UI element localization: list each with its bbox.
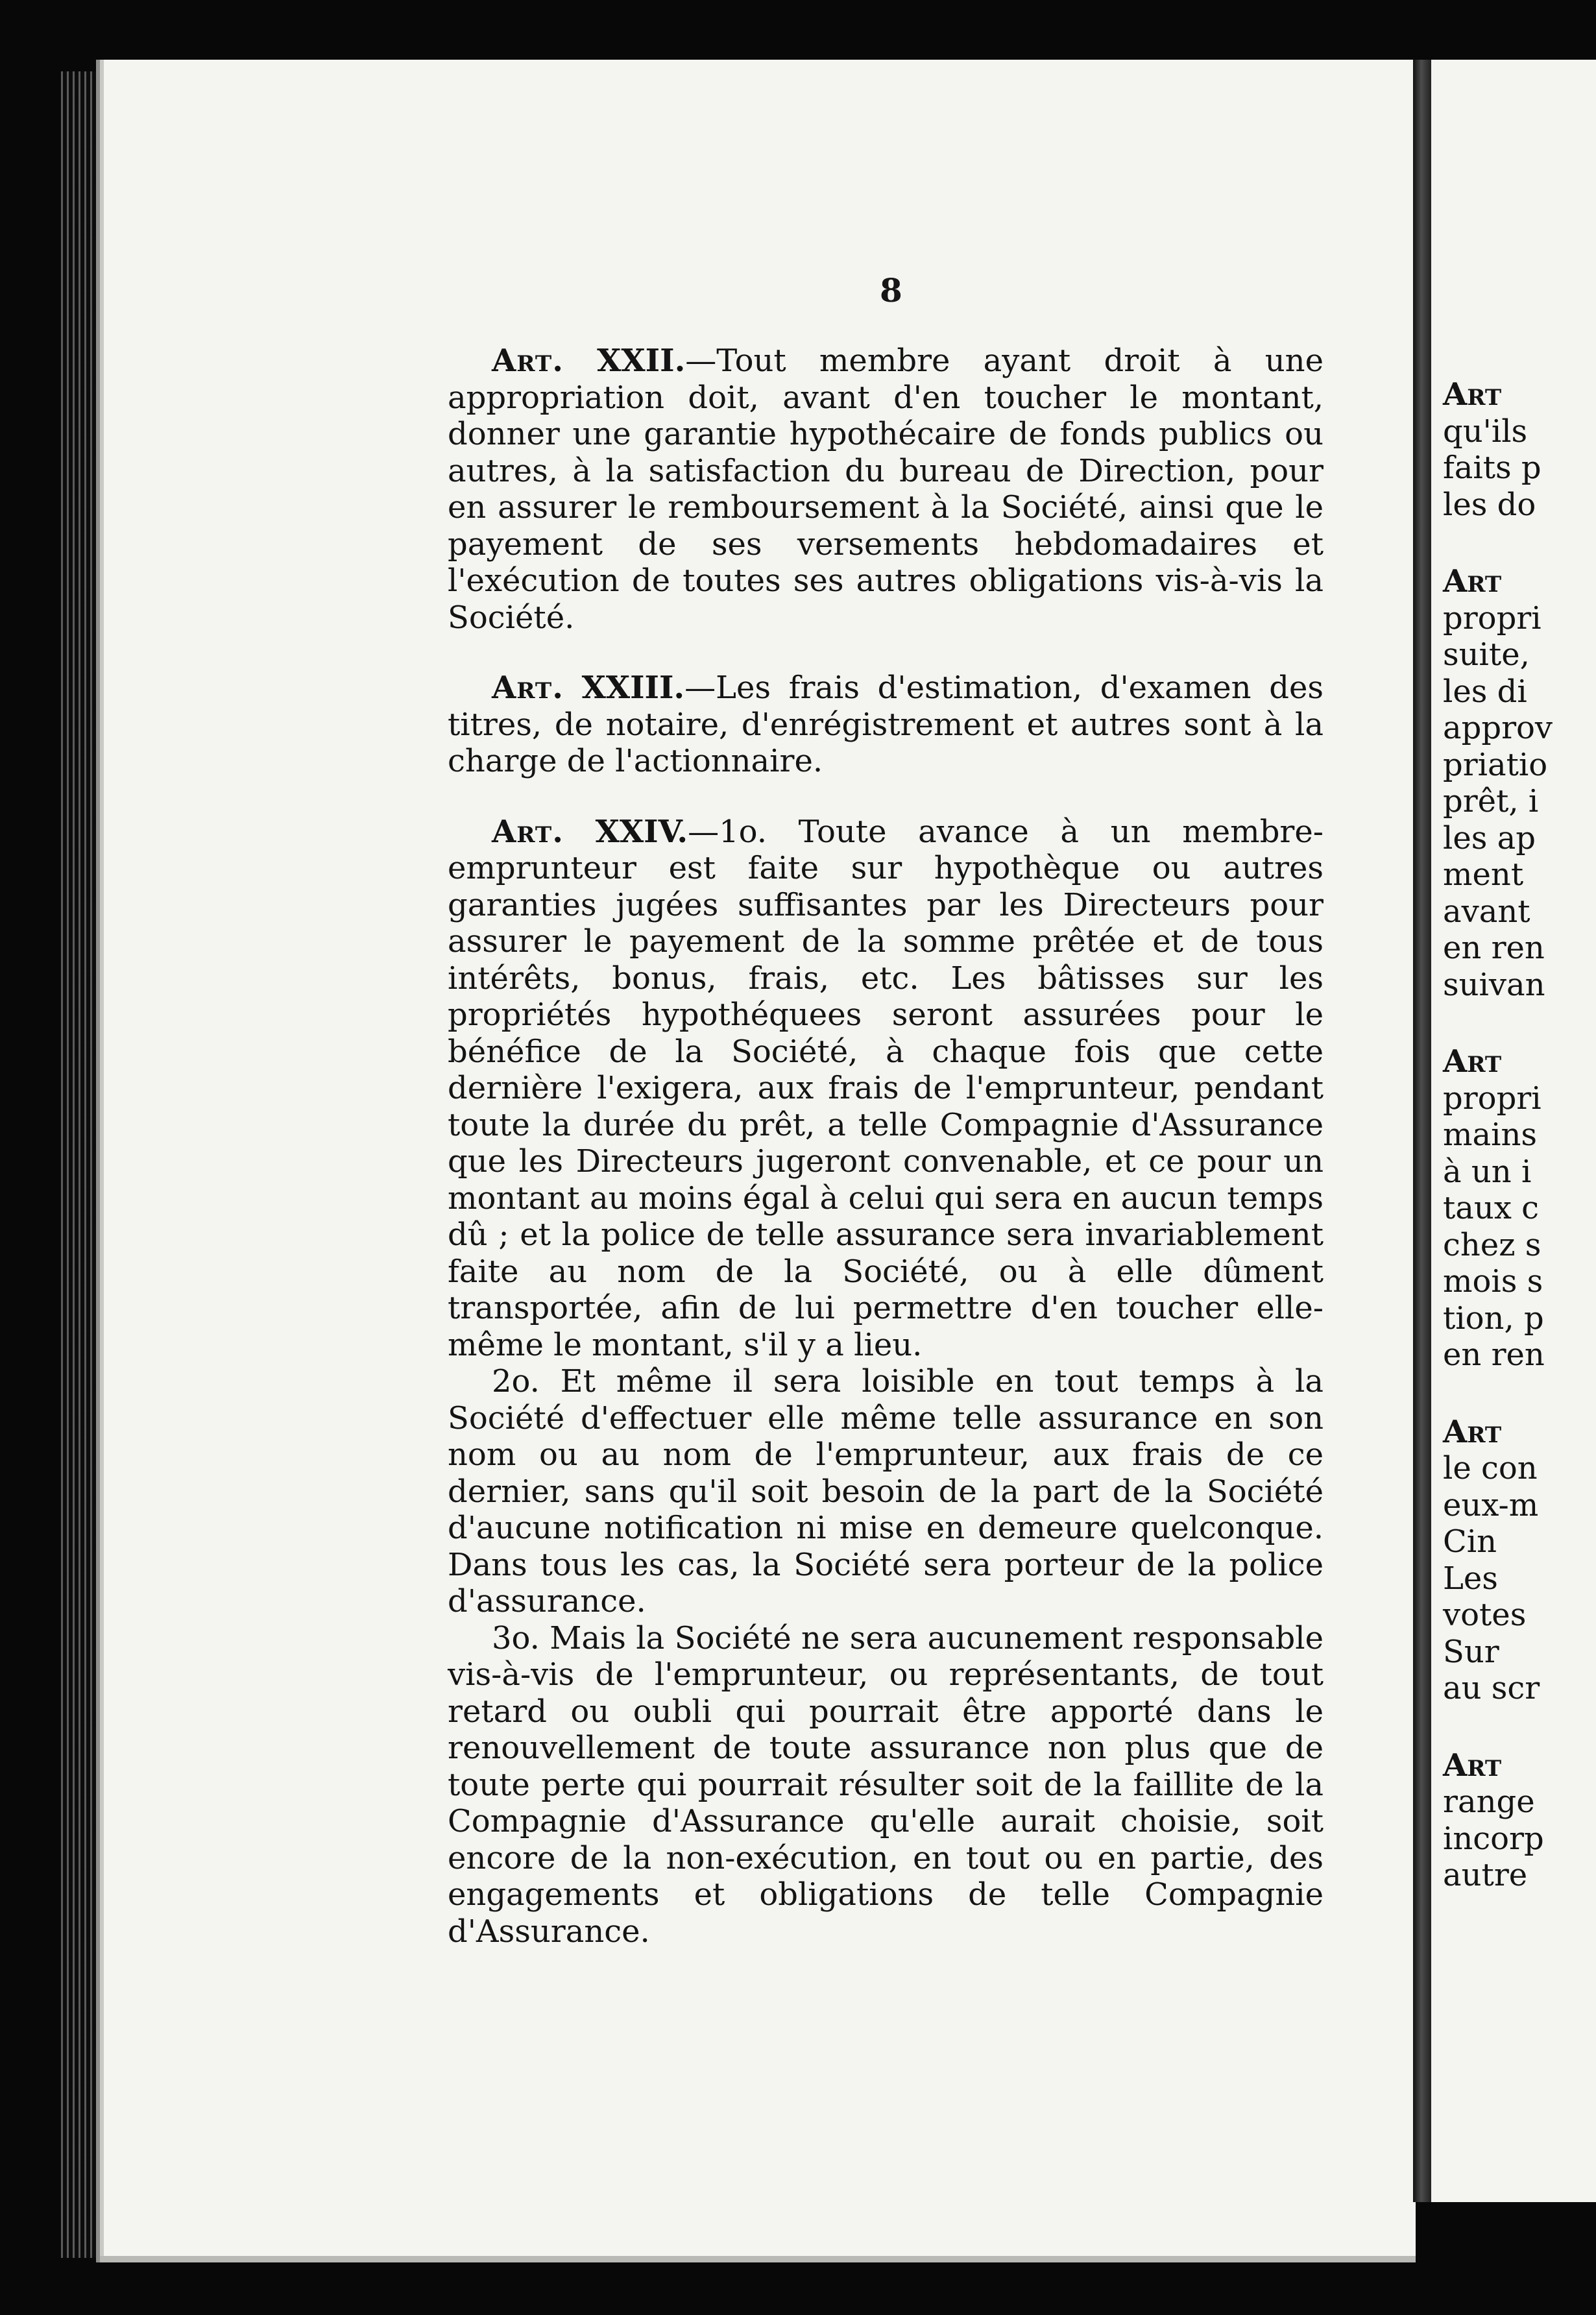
article-label: Art. <box>492 813 564 850</box>
facing-page-line: le con <box>1443 1450 1538 1486</box>
binding-edge <box>61 71 100 2258</box>
page-number: 8 <box>880 271 902 309</box>
facing-page-line: suite, <box>1443 636 1530 673</box>
article-xxii <box>448 343 1324 636</box>
facing-page-line: Art <box>1443 1043 1502 1080</box>
facing-page-line: qu'ils <box>1443 413 1528 450</box>
facing-page-line: en ren <box>1443 930 1545 966</box>
facing-page-line: mains <box>1443 1117 1538 1153</box>
facing-page-line: approv <box>1443 710 1553 746</box>
facing-page-line: Art <box>1443 1413 1502 1450</box>
article-paragraph: —Les frais d'estimation, d'examen des titres, de notaire, d'enrégistrement et autres sont à la charge de l'actionnaire. <box>448 670 1324 779</box>
facing-page-line: avant <box>1443 893 1530 930</box>
facing-page-line: les di <box>1443 673 1527 710</box>
facing-page-line: au scr <box>1443 1670 1540 1706</box>
facing-page-line: votes <box>1443 1597 1527 1633</box>
facing-page-line: autre <box>1443 1857 1528 1893</box>
article-label: Art. <box>492 670 564 706</box>
facing-page-line: tion, p <box>1443 1300 1544 1337</box>
facing-page-line: les do <box>1443 486 1536 523</box>
line-gap <box>1443 1374 1596 1414</box>
facing-page-line: faits p <box>1443 450 1542 486</box>
facing-page-line: Art <box>1443 1747 1502 1784</box>
article-label: Art. <box>492 343 564 379</box>
facing-page-line: chez s <box>1443 1226 1542 1263</box>
facing-page-line: suivan <box>1443 966 1545 1003</box>
article-paragraph: —Tout membre ayant droit à une appropriation doit, avant d'en toucher le montant, donner une garantie hypothécaire de fonds publics ou autres, à la satisfaction du bureau de Direction, pour en assurer le remboursement à la Société, ainsi que le payement de ses versements hebdomadaires et l'exécution de toutes ses autres obligations vis-à-vis la Société. <box>448 343 1324 636</box>
article-text <box>448 343 1324 1950</box>
line-gap <box>1443 1003 1596 1043</box>
line-gap <box>1443 523 1596 563</box>
facing-page-line: taux c <box>1443 1190 1540 1226</box>
facing-page-line: ment <box>1443 856 1524 893</box>
facing-page-line: priatio <box>1443 746 1548 783</box>
article-paragraph: —1o. Toute avance à un membre-emprunteur est faite sur hypothèque ou autres garanties jugées suffisantes par les Directeurs pour assurer le payement de la somme prêtée et de tous intérêts, bonus, frais, etc. Les bâtisses sur les propriétés hypothéquees seront assurées pour le bénéfice de la Société, à chaque fois que cette dernière l'exigera, aux frais de l'emprunteur, pendant toute la durée du prêt, a telle Compagnie d'Assurance que les Directeurs jugeront convenable, et ce pour un montant au moins égal à celui qui sera en aucun temps dû ; et la police de telle assurance sera invariablement faite au nom de la Société, ou à elle dûment transportée, afin de lui permettre d'en toucher elle-même le montant, s'il y a lieu. <box>448 813 1324 1363</box>
facing-page-line: propri <box>1443 1080 1542 1117</box>
article-number: XXII. <box>597 343 686 379</box>
facing-page-line: propri <box>1443 600 1542 636</box>
facing-page-line: Art <box>1443 563 1502 600</box>
facing-page-line: prêt, i <box>1443 783 1539 819</box>
article-xxiii <box>448 670 1324 780</box>
line-gap <box>1443 1707 1596 1747</box>
facing-page-line: Les <box>1443 1560 1498 1597</box>
facing-page-line: range <box>1443 1784 1535 1820</box>
article-number: XXIII. <box>581 670 685 706</box>
facing-page-line: eux-m <box>1443 1486 1539 1523</box>
facing-page-line: Art <box>1443 376 1502 413</box>
facing-page-line: Sur <box>1443 1633 1499 1670</box>
book-spine <box>1413 60 1431 2202</box>
facing-page-line: à un i <box>1443 1153 1532 1190</box>
article-number: XXIV. <box>595 813 688 850</box>
facing-page-line: en ren <box>1443 1337 1545 1373</box>
right-page <box>1431 60 1596 2202</box>
facing-page-text <box>1443 376 1596 1894</box>
page-bottom-edge <box>100 2256 1416 2262</box>
facing-page-line: incorp <box>1443 1820 1544 1857</box>
article-xxiv-para-3: 3o. Mais la Société ne sera aucunement responsable vis-à-vis de l'emprunteur, ou représentants, de tout retard ou oubli qui pourrait être apporté dans le renouvellement de toute assurance non plus que de toute perte qui pourrait résulter soit de la faillite de la Compagnie d'Assurance qu'elle aurait choisie, soit encore de la non-exécution, en tout ou en partie, des engagements et obligations de telle Compagnie d'Assurance. <box>448 1619 1324 1950</box>
facing-page-line: les ap <box>1443 819 1536 856</box>
facing-page-line: mois s <box>1443 1263 1543 1300</box>
facing-page-line: Cin <box>1443 1523 1497 1560</box>
article-xxiv-para-2: 2o. Et même il sera loisible en tout temps à la Société d'effectuer elle même telle assurance en son nom ou au nom de l'emprunteur, aux frais de ce dernier, sans qu'il soit besoin de la part de la Société d'aucune notification ni mise en demeure quelconque. Dans tous les cas, la Société sera porteur de la police d'assurance. <box>448 1363 1324 1619</box>
article-xxiv <box>448 814 1324 1364</box>
